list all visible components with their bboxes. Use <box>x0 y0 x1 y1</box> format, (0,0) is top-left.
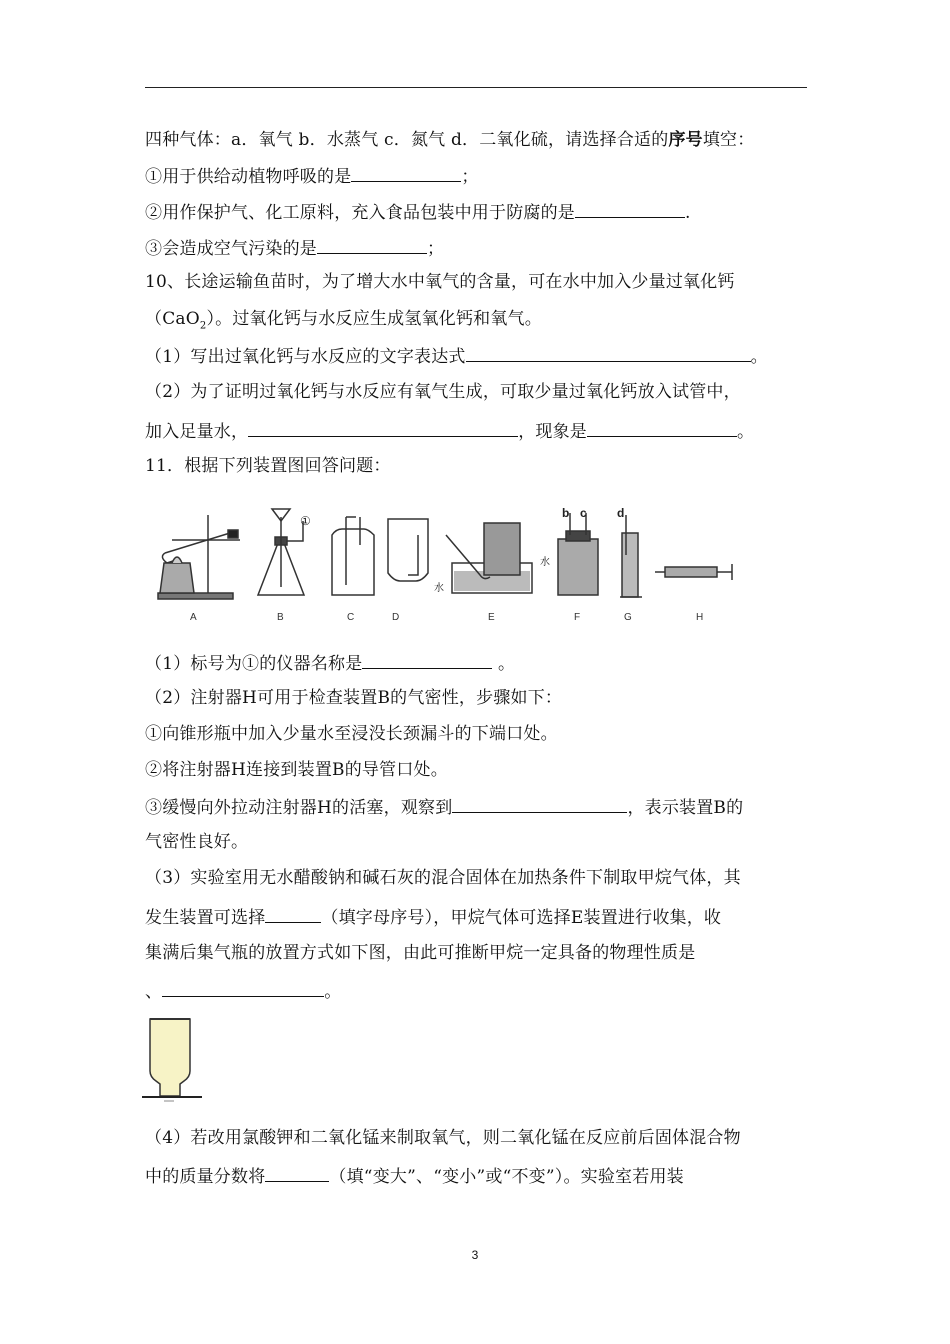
apparatus-d <box>388 519 428 581</box>
q9-item1-text: ①用于供给动植物呼吸的是 <box>145 167 352 187</box>
q9-item3-text: ③会造成空气污染的是 <box>145 239 317 259</box>
q11-sub1-blank[interactable] <box>362 650 492 669</box>
q10-sub2-pre: 加入足量水， <box>145 422 249 442</box>
q11-sub3-pre: 发生装置可选择 <box>145 908 266 928</box>
q11-step3 <box>145 794 743 820</box>
mark-funnel: ① <box>300 514 311 528</box>
q11-sub4-post: （填“变大”、“变小”或“不变”）。实验室若用装 <box>329 1167 684 1187</box>
q9-item3 <box>145 235 444 261</box>
apparatus-f <box>558 513 598 595</box>
apparatus-h <box>655 564 732 580</box>
mark-water-e: 水 <box>434 583 444 594</box>
q11-sub3-line2 <box>145 904 721 930</box>
label-e: E <box>488 612 495 623</box>
q11-step2: ②将注射器H连接到装置B的导管口处。 <box>145 760 448 780</box>
inverted-gas-bottle-figure <box>140 1015 210 1105</box>
label-d: D <box>392 612 400 623</box>
q11-step1: ①向锥形瓶中加入少量水至浸没长颈漏斗的下端口处。 <box>145 724 558 744</box>
q9-item3-end: ； <box>427 239 445 259</box>
q11-sub3-line4-pre: 、 <box>145 982 163 1002</box>
q11-sub3-line3: 集满后集气瓶的放置方式如下图，由此可推断甲烷一定具备的物理性质是 <box>145 943 696 963</box>
q10-sub1-end: 。 <box>750 347 768 367</box>
q11-sub3-line4-end: 。 <box>324 982 342 1002</box>
q11-step3-line2: 气密性良好。 <box>145 832 249 852</box>
label-g: G <box>624 612 632 623</box>
q11-sub3-post: （填字母序号），甲烷气体可选择E装置进行收集，收 <box>321 908 722 928</box>
q11-step3-blank[interactable] <box>452 794 627 813</box>
q9-item2 <box>145 199 691 225</box>
mark-d: d <box>617 506 625 520</box>
q9-item2-text: ②用作保护气、化工原料，充入食品包装中用于防腐的是 <box>145 203 575 223</box>
q11-sub4-line1: （4）若改用氯酸钾和二氧化锰来制取氧气，则二氧化锰在反应前后固体混合物 <box>145 1128 741 1148</box>
q10-line2-post: ）。过氧化钙与水反应生成氢氧化钙和氧气。 <box>206 309 542 329</box>
q9-item1-end: ； <box>461 167 479 187</box>
q11-sub3-line4 <box>145 978 341 1004</box>
q10-sub2-end: 。 <box>737 422 755 442</box>
q9-intro-end: 填空： <box>702 130 755 150</box>
q11-sub3-blank1[interactable] <box>265 904 321 923</box>
q10-sub2-mid: ，现象是 <box>518 422 588 442</box>
q10-sub1-text: （1）写出过氧化钙与水反应的文字表达式 <box>145 347 466 367</box>
q10-sub1 <box>145 343 768 369</box>
q9-item2-blank[interactable] <box>575 199 685 218</box>
page-number: 3 <box>471 1248 479 1262</box>
header-rule <box>145 87 807 88</box>
q9-intro-bold: 序号 <box>668 130 703 150</box>
q11-sub2-title: （2）注射器H可用于检查装置B的气密性，步骤如下： <box>145 688 563 708</box>
q10-line2-sub: 2 <box>199 320 207 332</box>
q9-item2-end: . <box>685 203 691 223</box>
apparatus-g <box>620 515 642 597</box>
q11-sub1-end: 。 <box>492 654 516 674</box>
q10-line2 <box>145 307 542 338</box>
q10-sub2-blank1[interactable] <box>248 418 518 437</box>
apparatus-c <box>332 517 374 595</box>
label-a: A <box>190 612 197 623</box>
label-h: H <box>696 612 704 623</box>
q9-intro <box>145 128 754 152</box>
q11-sub3-blank2[interactable] <box>162 978 324 997</box>
q10-sub2-line1: （2）为了证明过氧化钙与水反应有氧气生成，可取少量过氧化钙放入试管中， <box>145 382 741 402</box>
q9-item3-blank[interactable] <box>317 235 427 254</box>
apparatus-figure <box>150 505 750 630</box>
q11-sub3-line1: （3）实验室用无水醋酸钠和碱石灰的混合固体在加热条件下制取甲烷气体，其 <box>145 868 741 888</box>
label-c: C <box>347 612 355 623</box>
mark-b: b <box>562 506 570 520</box>
q11-step3-post: ，表示装置B的 <box>627 798 744 818</box>
mark-c: c <box>580 506 587 520</box>
q11-sub4-line2 <box>145 1163 684 1189</box>
q11-sub1-text: （1）标号为①的仪器名称是 <box>145 654 363 674</box>
q10-sub1-blank[interactable] <box>466 343 751 362</box>
q10-sub2-line2 <box>145 418 754 444</box>
label-f: F <box>574 612 581 623</box>
apparatus-e <box>446 523 532 593</box>
apparatus-b <box>258 509 304 595</box>
q11-sub4-pre: 中的质量分数将 <box>145 1167 266 1187</box>
q10-line1: 10、长途运输鱼苗时，为了增大水中氧气的含量，可在水中加入少量过氧化钙 <box>145 272 735 292</box>
q11-sub1 <box>145 650 515 676</box>
mark-water-f: 水 <box>540 557 550 568</box>
q10-line2-pre: （CaO <box>145 309 200 329</box>
q9-item1-blank[interactable] <box>351 163 461 182</box>
q9-item1 <box>145 163 479 189</box>
label-b: B <box>277 612 284 623</box>
q11-title: 11．根据下列装置图回答问题： <box>145 456 391 476</box>
q11-step3-text: ③缓慢向外拉动注射器H的活塞，观察到 <box>145 798 453 818</box>
q9-intro-text: 四种气体：a．氧气 b．水蒸气 c．氮气 d．二氧化硫，请选择合适的 <box>145 130 669 150</box>
q11-sub4-blank[interactable] <box>265 1163 329 1182</box>
q10-sub2-blank2[interactable] <box>587 418 737 437</box>
apparatus-a <box>158 515 240 599</box>
